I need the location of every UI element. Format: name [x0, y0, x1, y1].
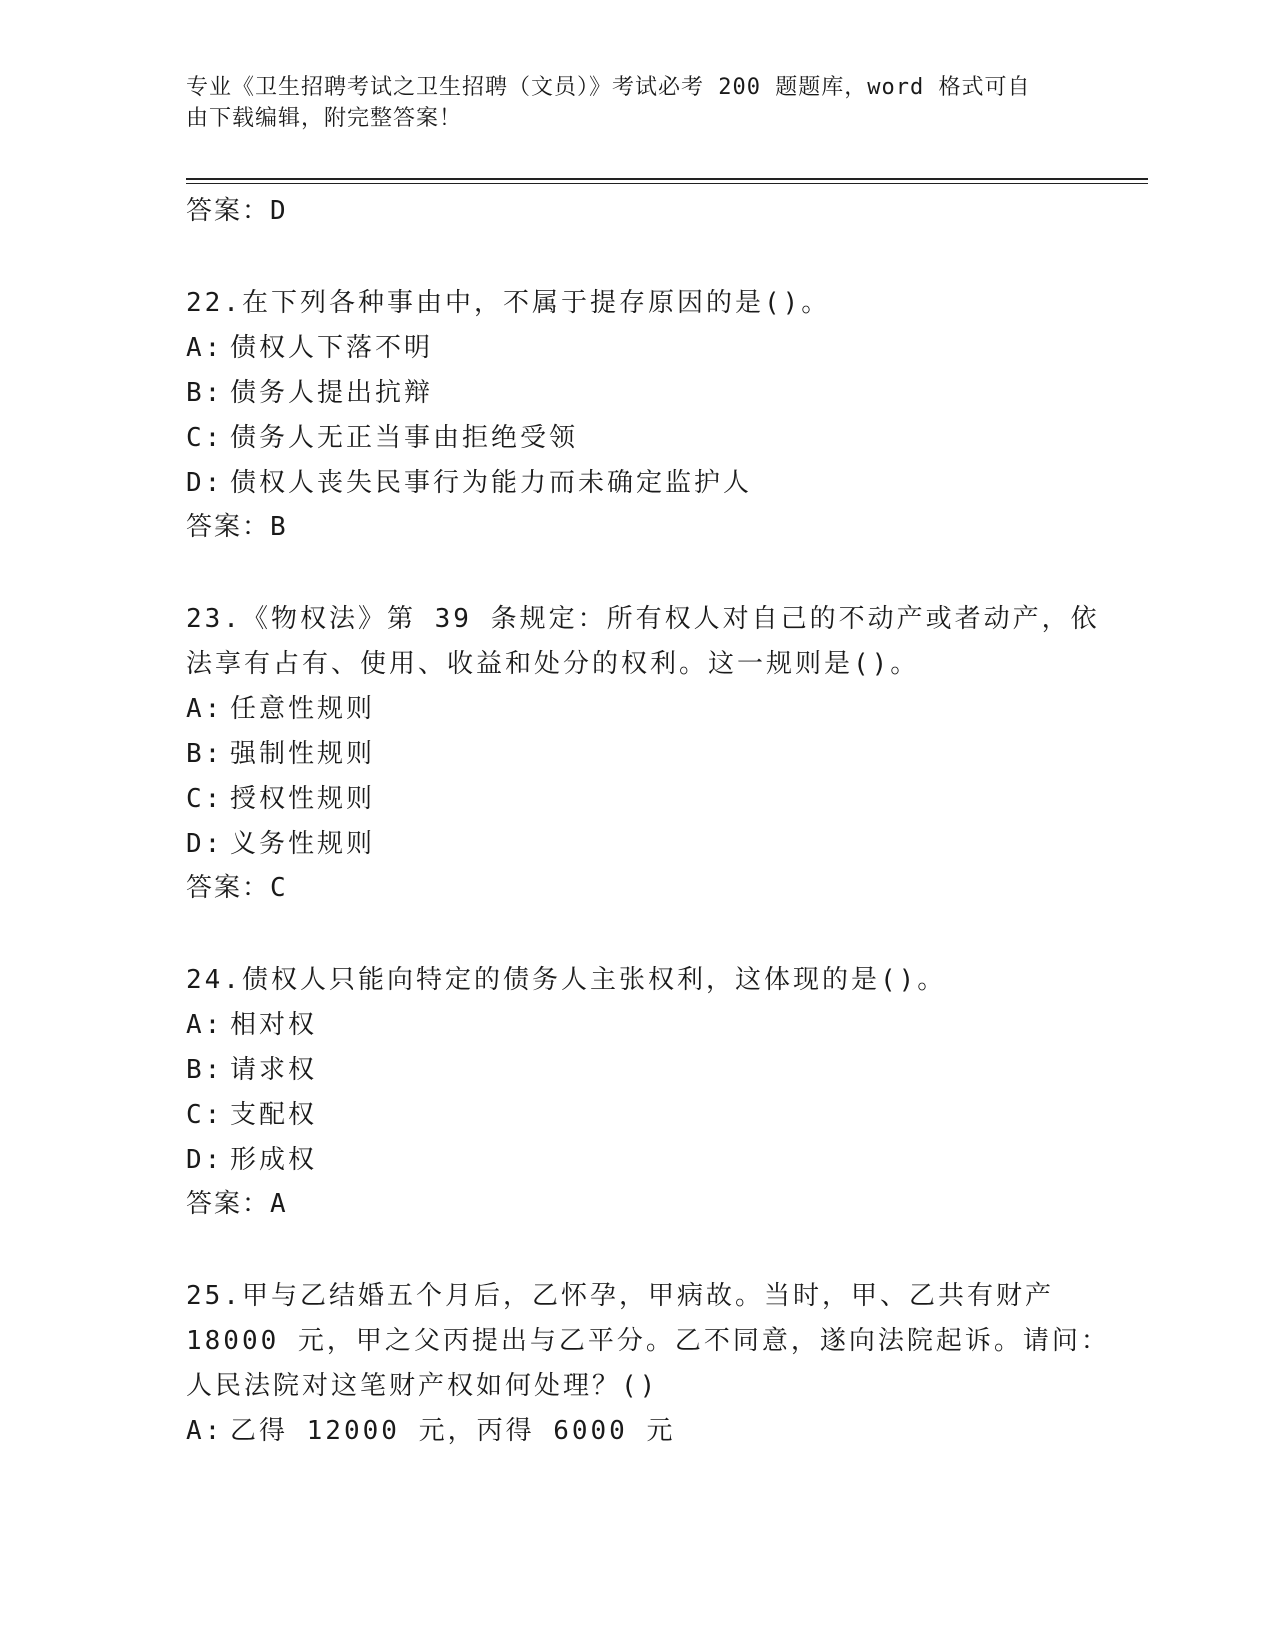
option-letter: A: [186, 694, 224, 724]
option-text: 请求权 [230, 1055, 318, 1085]
option-item [186, 822, 1086, 867]
option-text: 任意性规则 [230, 694, 376, 724]
option-text: 形成权 [230, 1145, 318, 1175]
option-letter: C: [186, 423, 224, 453]
option-letter: A: [186, 1010, 224, 1040]
answer-line [186, 190, 1086, 233]
option-text: 债权人下落不明 [230, 333, 434, 363]
option-letter: B: [186, 1055, 224, 1085]
option-item [186, 461, 1086, 506]
option-text: 支配权 [230, 1100, 318, 1130]
answer-line [186, 867, 1086, 910]
answer-label: 答案： [186, 873, 271, 903]
option-item [186, 1003, 1086, 1048]
option-letter: D: [186, 468, 224, 498]
answer-value: A [270, 1189, 288, 1219]
answer-label: 答案： [186, 1189, 271, 1219]
option-letter: D: [186, 829, 224, 859]
question-block [186, 281, 1086, 549]
question-text: 25.甲与乙结婚五个月后，乙怀孕，甲病故。当时，甲、乙共有财产 [186, 1281, 1054, 1311]
question-text: 24.债权人只能向特定的债务人主张权利，这体现的是()。 [186, 965, 947, 995]
answer-value: B [270, 512, 288, 542]
option-letter: A: [186, 1416, 224, 1446]
question-spacer [186, 233, 1086, 281]
option-text: 债权人丧失民事行为能力而未确定监护人 [230, 468, 753, 498]
question-text: 23.《物权法》第 39 条规定：所有权人对自己的不动产或者动产，依 [186, 604, 1100, 634]
question-text: 人民法院对这笔财产权如何处理？() [186, 1371, 659, 1401]
question-text: 18000 元，甲之父丙提出与乙平分。乙不同意，遂向法院起诉。请问： [186, 1326, 1110, 1356]
option-item [186, 687, 1086, 732]
option-item [186, 1048, 1086, 1093]
question-spacer [186, 549, 1086, 597]
option-letter: B: [186, 378, 224, 408]
question-list [186, 190, 1110, 1454]
answer-value: C [270, 873, 288, 903]
option-text: 授权性规则 [230, 784, 376, 814]
question-block [186, 958, 1086, 1226]
option-text: 债务人无正当事由拒绝受领 [230, 423, 579, 453]
option-item [186, 1138, 1086, 1183]
option-text: 乙得 12000 元，丙得 6000 元 [230, 1416, 676, 1446]
option-item [186, 1093, 1086, 1138]
option-text: 相对权 [230, 1010, 318, 1040]
option-item [186, 371, 1086, 416]
answer-line [186, 506, 1086, 549]
question-text: 22.在下列各种事由中，不属于提存原因的是()。 [186, 288, 831, 318]
question-text: 法享有占有、使用、收益和处分的权利。这一规则是()。 [186, 649, 920, 679]
option-text: 强制性规则 [230, 739, 376, 769]
answer-line [186, 1183, 1086, 1226]
option-letter: C: [186, 784, 224, 814]
question-spacer [186, 910, 1086, 958]
header-divider [186, 178, 1148, 180]
answer-label: 答案： [186, 196, 271, 226]
option-letter: A: [186, 333, 224, 363]
question-block [186, 1274, 1110, 1454]
header-divider [186, 183, 1148, 184]
option-item [186, 777, 1086, 822]
option-item [186, 732, 1086, 777]
header-line: 由下载编辑，附完整答案！ [186, 106, 463, 131]
option-item [186, 326, 1086, 371]
option-letter: C: [186, 1100, 224, 1130]
option-letter: D: [186, 1145, 224, 1175]
option-item [186, 416, 1086, 461]
option-item [186, 1409, 1086, 1454]
answer-value: D [270, 196, 288, 226]
option-text: 债务人提出抗辩 [230, 378, 434, 408]
answer-label: 答案： [186, 512, 271, 542]
question-block [186, 597, 1100, 910]
question-spacer [186, 1226, 1086, 1274]
option-text: 义务性规则 [230, 829, 376, 859]
option-letter: B: [186, 739, 224, 769]
header-line: 专业《卫生招聘考试之卫生招聘（文员）》考试必考 200 题题库，word 格式可自 [186, 75, 1031, 100]
document-header [186, 72, 1066, 134]
